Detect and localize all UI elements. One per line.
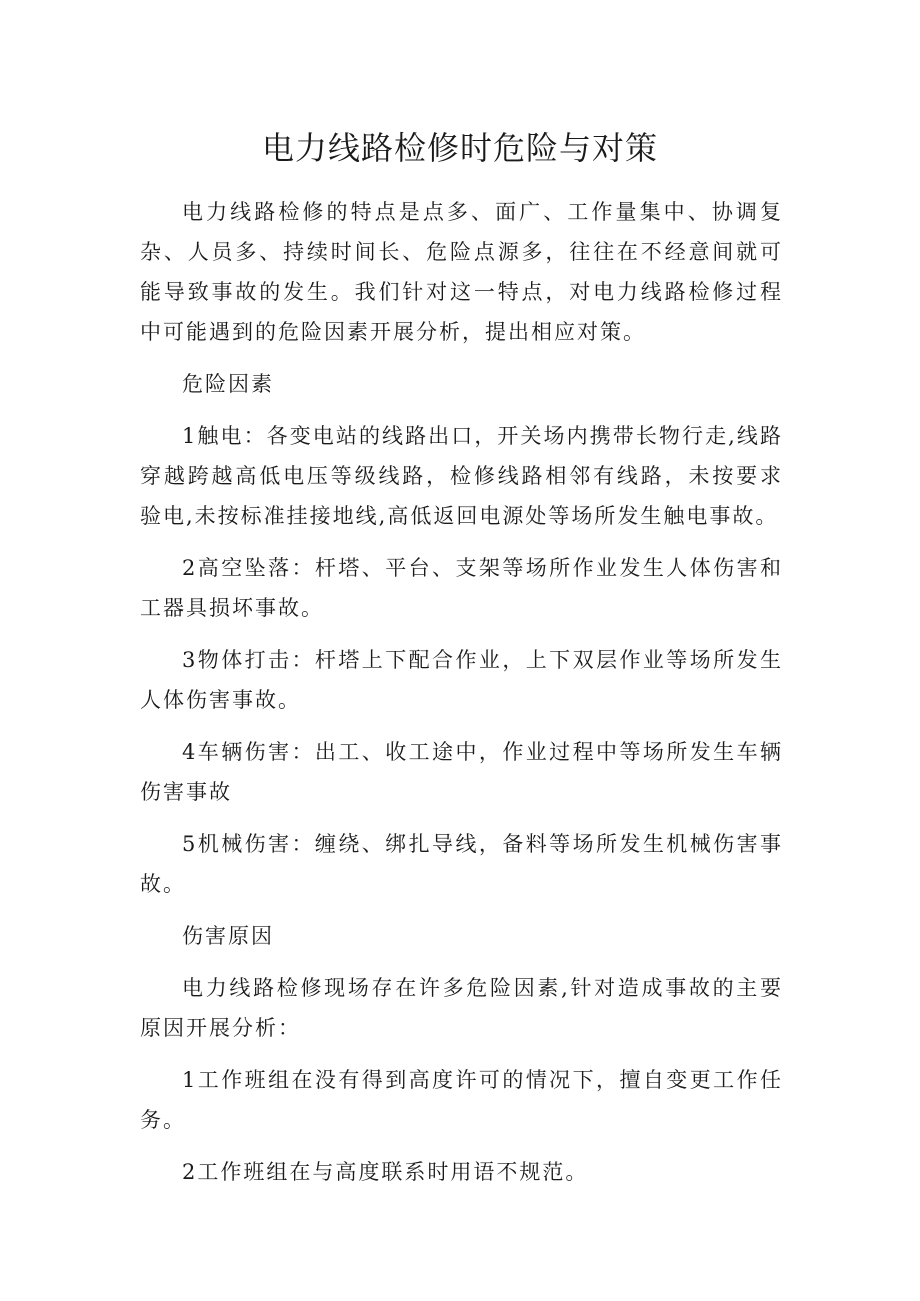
document-title: 电力线路检修时危险与对策 [261, 129, 658, 167]
section-heading-hazards: 危险因素 [182, 372, 274, 396]
document-body [140, 192, 783, 1204]
cause-item-1: 1工作班组在没有得到高度许可的情况下，擅自变更工作任务。 [140, 1068, 783, 1132]
hazard-item-fall: 2高空坠落：杆塔、平台、支架等场所作业发生人体伤害和工器具损坏事故。 [140, 556, 783, 620]
intro-paragraph: 电力线路检修的特点是点多、面广、工作量集中、协调复杂、人员多、持续时间长、危险点源多，往往在不经意间就可能导致事故的发生。我们针对这一特点，对电力线路检修过程中可能遇到的危险因素开展分析，提出相应对策。 [140, 200, 783, 344]
hazard-item-machinery: 5机械伤害：缠绕、绑扎导线，备料等场所发生机械伤害事故。 [140, 832, 783, 896]
causes-intro-paragraph: 电力线路检修现场存在许多危险因素,针对造成事故的主要原因开展分析： [140, 976, 783, 1040]
hazard-item-electric-shock: 1触电：各变电站的线路出口，开关场内携带长物行走,线路穿越跨越高低电压等级线路，检修线路相邻有线路，未按要求验电,未按标准挂接地线,高低返回电源处等场所发生触电事故。 [140, 424, 783, 528]
cause-item-2: 2工作班组在与高度联系时用语不规范。 [182, 1160, 589, 1184]
hazard-item-object-strike: 3物体打击：杆塔上下配合作业，上下双层作业等场所发生人体伤害事故。 [140, 648, 783, 712]
hazard-item-vehicle: 4车辆伤害：出工、收工途中，作业过程中等场所发生车辆伤害事故 [140, 740, 783, 804]
section-heading-causes: 伤害原因 [182, 924, 274, 948]
